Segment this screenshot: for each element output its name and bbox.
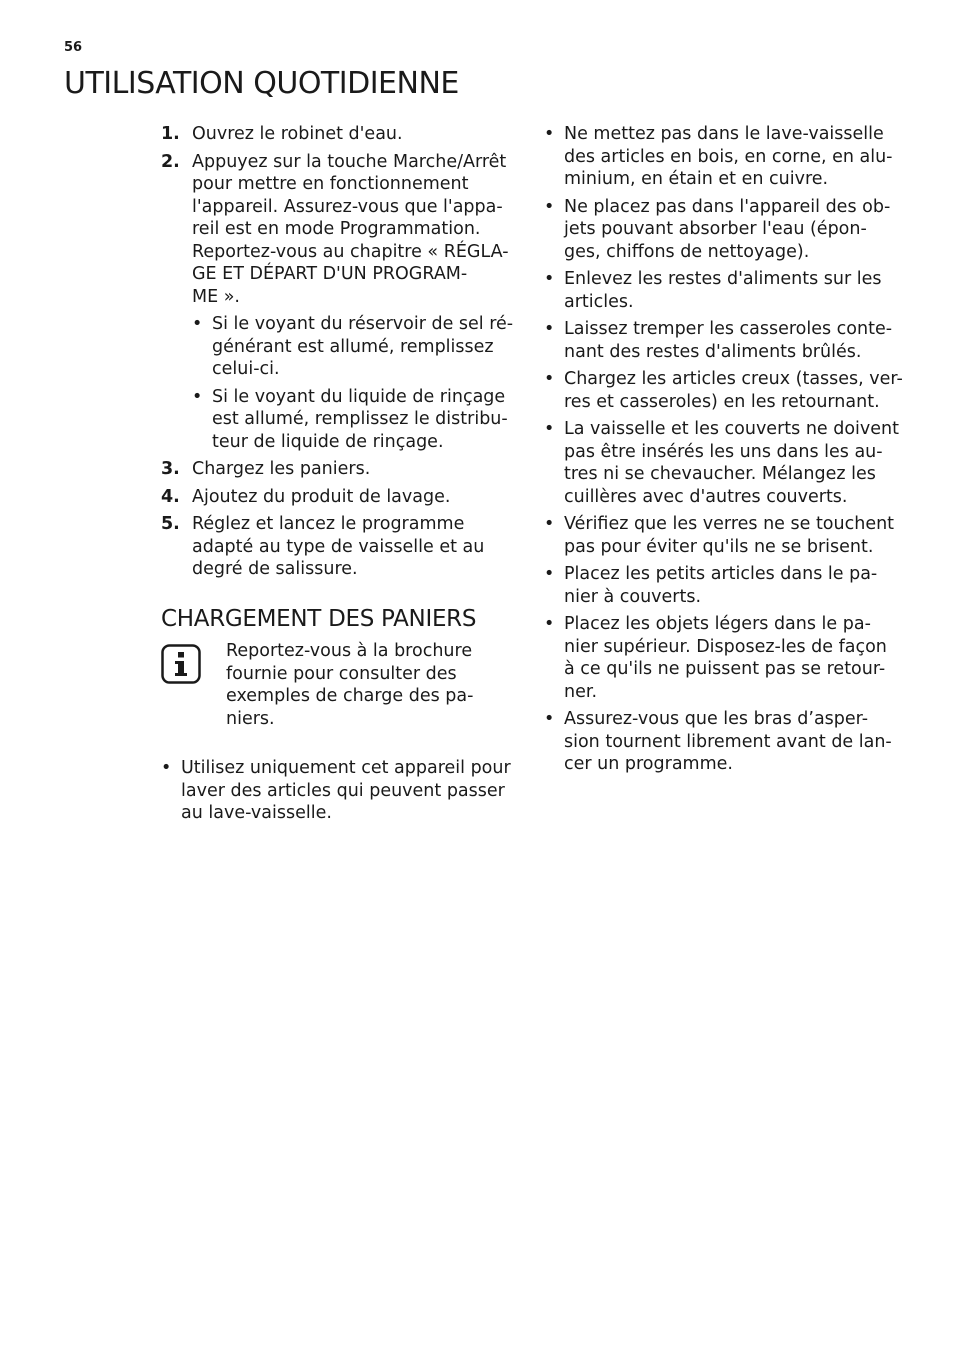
step-number: 3.: [161, 459, 180, 479]
sub-bullet-line: celui-ci.: [212, 359, 280, 379]
bullet-line: laver des articles qui peuvent passer: [181, 780, 505, 801]
bullet-line: tres ni se chevaucher. Mélangez les: [564, 464, 876, 484]
bullet-line: pas être insérés les uns dans les au-: [564, 441, 883, 462]
step-text-line: reil est en mode Programmation.: [192, 219, 481, 239]
steps-list: [161, 123, 521, 581]
bullet-line: jets pouvant absorber l'eau (épon-: [564, 219, 867, 239]
step-number: 1.: [161, 124, 180, 144]
step-text-line: ME ».: [192, 286, 240, 307]
bullet-line: Enlevez les restes d'aliments sur les: [564, 269, 882, 289]
info-text-line: exemples de charge des pa-: [226, 686, 474, 706]
sub-bullet-item: [192, 386, 521, 454]
step-text-line: pour mettre en fonctionnement: [192, 174, 469, 194]
bullet-icon: •: [192, 314, 203, 334]
section-title: CHARGEMENT DES PANIERS: [161, 605, 477, 632]
step-text-line: Ajoutez du produit de lavage.: [192, 486, 451, 507]
bullet-item: [544, 123, 904, 191]
step-item: [161, 123, 521, 146]
bullet-icon: •: [544, 269, 555, 289]
step-number: 2.: [161, 151, 180, 172]
step-text-line: degré de salissure.: [192, 559, 358, 579]
info-text: [226, 640, 491, 730]
sub-bullet-line: est allumé, remplissez le distribu-: [212, 409, 508, 429]
bullet-item: [544, 708, 904, 776]
bullet-line: cer un programme.: [564, 754, 733, 774]
bullet-item: [544, 368, 904, 413]
bullet-icon: •: [544, 196, 555, 217]
bullet-icon: •: [544, 614, 555, 634]
info-text-line: Reportez-vous à la brochure: [226, 641, 473, 661]
step-text-line: Réglez et lancez le programme: [192, 514, 465, 534]
left-bullet-list: [161, 757, 521, 825]
bullet-line: ges, chiffons de nettoyage).: [564, 241, 810, 262]
bullet-line: Ne mettez pas dans le lave-vaisselle: [564, 124, 884, 144]
step-text-line: Ouvrez le robinet d'eau.: [192, 124, 403, 144]
bullet-line: Utilisez uniquement cet appareil pour: [181, 758, 511, 778]
bullet-item: [544, 196, 904, 264]
step-item: [161, 486, 521, 509]
bullet-item: [544, 513, 904, 558]
step-number: 4.: [161, 486, 180, 507]
bullet-line: La vaisselle et les couverts ne doivent: [564, 419, 899, 439]
bullet-line: Chargez les articles creux (tasses, ver-: [564, 369, 903, 389]
sub-bullet-item: [192, 313, 521, 381]
bullet-line: à ce qu'ils ne puissent pas se retour-: [564, 659, 886, 679]
bullet-icon: •: [544, 564, 555, 584]
step-text-line: Appuyez sur la touche Marche/Arrêt: [192, 151, 507, 172]
bullet-icon: •: [161, 758, 172, 778]
step-text-line: Chargez les paniers.: [192, 459, 371, 479]
bullet-item: [544, 563, 904, 608]
bullet-line: des articles en bois, en corne, en alu-: [564, 146, 893, 167]
bullet-line: Laissez tremper les casseroles conte-: [564, 319, 893, 339]
sub-bullet-line: Si le voyant du réservoir de sel ré-: [212, 314, 514, 334]
bullet-icon: •: [544, 709, 555, 729]
info-box: [161, 640, 521, 730]
bullet-line: cuillères avec d'autres couverts.: [564, 486, 848, 507]
bullet-icon: •: [192, 386, 203, 407]
step-text-line: Reportez-vous au chapitre « RÉGLA-: [192, 241, 509, 262]
step-item: [161, 458, 521, 481]
bullet-icon: •: [544, 124, 555, 144]
right-column: [544, 123, 904, 781]
page-number: 56: [64, 40, 83, 55]
step-number: 5.: [161, 514, 180, 534]
bullet-line: minium, en étain et en cuivre.: [564, 169, 829, 189]
step-text-line: GE ET DÉPART D'UN PROGRAM-: [192, 264, 468, 284]
bullet-icon: •: [544, 319, 555, 339]
info-icon: [161, 644, 201, 684]
bullet-line: Assurez-vous que les bras d’asper-: [564, 709, 869, 729]
step-item: [161, 151, 521, 454]
bullet-line: au lave-vaisselle.: [181, 803, 332, 823]
step-text-line: l'appareil. Assurez-vous que l'appa-: [192, 196, 503, 217]
bullet-line: res et casseroles) en les retournant.: [564, 391, 880, 412]
bullet-line: Placez les objets légers dans le pa-: [564, 614, 871, 634]
step-item: [161, 513, 521, 581]
sub-bullet-line: teur de liquide de rinçage.: [212, 431, 444, 452]
bullet-line: Placez les petits articles dans le pa-: [564, 564, 878, 584]
bullet-line: sion tournent librement avant de lan-: [564, 731, 892, 752]
bullet-line: pas pour éviter qu'ils ne se brisent.: [564, 536, 874, 557]
bullet-line: ner.: [564, 681, 598, 702]
bullet-item: [544, 418, 904, 508]
bullet-line: nier à couverts.: [564, 586, 702, 607]
step-text-line: adapté au type de vaisselle et au: [192, 536, 485, 557]
step-2-subbullets: [192, 313, 521, 453]
bullet-line: nant des restes d'aliments brûlés.: [564, 341, 862, 362]
bullet-item: [544, 268, 904, 313]
bullet-icon: •: [544, 369, 555, 389]
bullet-line: Vérifiez que les verres ne se touchent: [564, 514, 895, 534]
bullet-item: [544, 613, 904, 703]
bullet-line: articles.: [564, 291, 634, 312]
right-bullet-list: [544, 123, 904, 776]
bullet-icon: •: [544, 419, 555, 439]
bullet-line: nier supérieur. Disposez-les de façon: [564, 636, 887, 657]
info-text-line: fournie pour consulter des: [226, 663, 457, 684]
left-column: [161, 123, 521, 830]
sub-bullet-line: générant est allumé, remplissez: [212, 336, 494, 357]
page-title: UTILISATION QUOTIDIENNE: [64, 66, 459, 101]
bullet-item: [161, 757, 521, 825]
sub-bullet-line: Si le voyant du liquide de rinçage: [212, 386, 506, 407]
bullet-icon: •: [544, 514, 555, 534]
bullet-line: Ne placez pas dans l'appareil des ob-: [564, 196, 891, 217]
bullet-item: [544, 318, 904, 363]
info-text-line: niers.: [226, 708, 275, 729]
